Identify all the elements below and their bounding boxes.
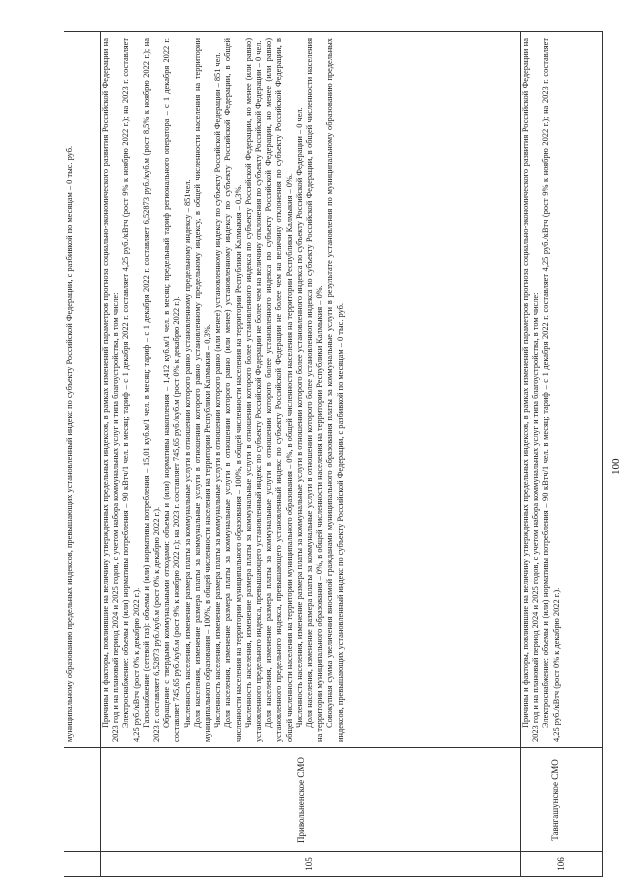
description-cell [64, 32, 100, 748]
paragraph: Численность населения, изменение размера платы за коммунальные услуги в отношении которого более установленного индекса по субъекту Российской Федерации, но менее (или равно) установленного предельного индекса, превышающего установленный индекс по субъекту Российской Федерации не более чем на величину отклонения по субъекту Российской Федерации – 0 чел. [243, 38, 264, 742]
row-number-cell [64, 851, 100, 876]
paragraph: Причины и факторы, повлиявшие на величину утвержденных предельных индексов, в рамках изменений параметров прогноза социально-экономического развития Российской Федерации на 2023 год и на плановый период 2024 и 2025 годов, с учетом набора коммунальных услуг и типа благоустройства, в том числе: [101, 38, 121, 742]
table-row [100, 32, 521, 876]
paragraph: Электроснабжение: объемы и (или) нормативы потребления – 90 кВтч/1 чел. в месяц; тариф – с 1 декабря 2022 г. составляет 4,25 руб./кВтч (рост 9% к ноябрю 2022 г.); на 2023 г. составляет 4,25 руб./кВтч (рост 0% к декабрю 2022 г.). [541, 38, 561, 742]
paragraph: Численность населения, изменение размера платы за коммунальные услуги в отношении которого более установленного индекса по субъекту Российской Федерации – 0 чел. [294, 107, 304, 728]
municipality-cell [100, 747, 520, 852]
paragraph: Обращение с твердыми коммунальными отходами: объемы и (или) нормативы накопления – 1,412 куб.м/1 чел. в месяц; предельный тариф регионального оператора – с 1 декабря 2022 г. составляет 745,65 руб./куб.м (рост 9% к ноябрю 2022 г.); на 2023 г. составляет 745,65 руб./куб.м (рост 0% к декабрю 2022 г.). [162, 38, 182, 742]
row-number-cell [100, 851, 520, 876]
indices-table [64, 31, 603, 877]
municipality-cell [520, 747, 602, 852]
row-number: 106 [556, 857, 566, 871]
paragraph: Совокупная сумма увеличения вносимой гражданами муниципального образования платы за коммунальные услуги в результате установления по муниципальному образованию предельных индексов, превышающих установленный индекс по субъекту Российской Федерации, с разбивкой по месяцам – 0 тыс. руб. [325, 38, 345, 742]
paragraph: Доля населения, изменение размера платы за коммунальные услуги в отношении которого более установленного индекса по субъекту Российской Федерации, но менее (или равно) установленного предельного индекса, превышающего установленный индекс по субъекту Российской Федерации не более чем на величину отклонения по субъекту Российской Федерации, в общей численности населения на территории муниципального образования – 0%, в общей численности населения на территории Республики Калмыкия – 0%. [264, 38, 294, 742]
paragraph: Доля населения, изменение размера платы за коммунальные услуги в отношении которого равно установленному предельному индексу, в общей численности населения на территории муниципального образования – 100%, в общей численности населения на территории Республики Калмыкия – 0,3%. [192, 38, 213, 742]
paragraph: муниципальному образованию предельных индексов, превышающих установленный индекс по субъекту Российской Федерации, с разбивкой по месяцам – 0 тыс. руб. [65, 145, 74, 742]
row-number-cell [520, 851, 602, 876]
paragraph: Численность населения, изменение размера платы за коммунальные услуги в отношении которого равно установленному предельному индексу – 851чел. [182, 179, 192, 728]
paragraph: Доля населения, изменение размера платы за коммунальные услуги в отношении которого равно (или менее) установленному индексу по субъекту Российской Федерации, в общей численности населения на территории муниципального образования – 100%, в общей численности населения на территории Республики Калмыкия – 0,3%. [223, 38, 243, 742]
row-number: 105 [304, 857, 314, 871]
paragraph: Электроснабжение: объемы и (или) нормативы потребления – 90 кВтч/1 чел. в месяц; тариф – с 1 декабря 2022 г. составляет 4,25 руб./кВтч (рост 9% к ноябрю 2022 г.); на 2023 г. составляет 4,25 руб./кВтч (рост 0% к декабрю 2022 г.). [121, 38, 141, 742]
paragraph: Газоснабжение (сетевой газ): объемы и (или) нормативы потребления – 15,01 куб.м/1 чел. в месяц; тариф – с 1 декабря 2022 г. составляет 6,52873 руб./куб.м (рост 8,5% к ноябрю 2022 г.); на 2023 г. составляет 6,52873 руб./куб.м (рост 0% к декабрю 2022 г.). [141, 38, 162, 742]
description-cell [520, 32, 602, 748]
municipality-name: Привольненское СМО [296, 757, 306, 843]
table-row [520, 32, 602, 876]
page-number: 100 [610, 458, 622, 475]
municipality-cell [64, 747, 100, 852]
paragraph: Причины и факторы, повлиявшие на величину утвержденных предельных индексов, в рамках изменений параметров прогноза социально-экономического развития Российской Федерации на 2023 год и на плановый период 2024 и 2025 годов, с учетом набора коммунальных услуг и типа благоустройства, в том числе: [521, 38, 541, 742]
paragraph: Доля населения, изменение размера платы за коммунальные услуги в отношении которого более установленного индекса по субъекту Российской Федерации, в общей численности населения на территории муниципального образования – 0%, в общей численности населения на территории Республики Калмыкия – 0%. [305, 38, 325, 742]
description-cell [100, 32, 520, 748]
municipality-name: Тавнгашунское СМО [550, 759, 560, 841]
paragraph: Численность населения, изменение размера платы за коммунальные услуги в отношении которого равно (или менее) установленному индексу по субъекту Российской Федерации – 851 чел. [213, 52, 223, 728]
table-row [64, 32, 101, 876]
